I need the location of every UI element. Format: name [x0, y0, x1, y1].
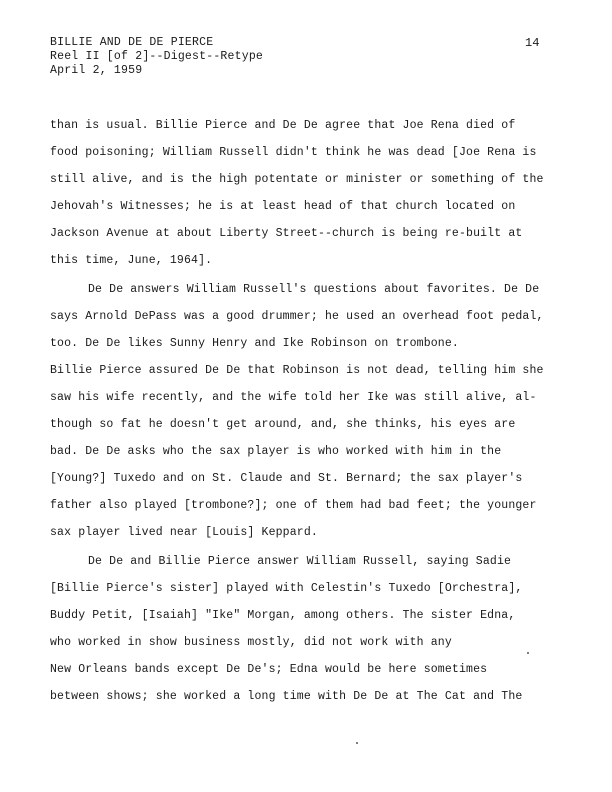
body-line: sax player lived near [Louis] Keppard.: [50, 526, 318, 539]
body-line: food poisoning; William Russell didn't think he was dead [Joe Rena is: [50, 146, 537, 159]
body-line: than is usual. Billie Pierce and De De agree that Joe Rena died of: [50, 119, 516, 132]
page-number: 14: [525, 36, 540, 50]
document-title: BILLIE AND DE DE PIERCE: [50, 36, 214, 49]
body-line: between shows; she worked a long time with De De at The Cat and The: [50, 690, 523, 703]
body-line: bad. De De asks who the sax player is who worked with him in the: [50, 445, 502, 458]
body-line: saw his wife recently, and the wife told her Ike was still alive, al-: [50, 391, 537, 404]
scan-speck: [356, 742, 358, 744]
body-line: De De and Billie Pierce answer William Russell, saying Sadie: [88, 555, 512, 568]
scan-speck: [527, 652, 529, 654]
body-line: [Billie Pierce's sister] played with Celestin's Tuxedo [Orchestra],: [50, 582, 523, 595]
body-line: Billie Pierce assured De De that Robinson is not dead, telling him she: [50, 364, 544, 377]
body-line: too. De De likes Sunny Henry and Ike Robinson on trombone.: [50, 337, 459, 350]
body-line: says Arnold DePass was a good drummer; he used an overhead foot pedal,: [50, 310, 544, 323]
body-line: Buddy Petit, [Isaiah] "Ike" Morgan, among others. The sister Edna,: [50, 609, 516, 622]
body-line: De De answers William Russell's questions about favorites. De De: [88, 283, 540, 296]
body-line: this time, June, 1964].: [50, 254, 213, 267]
reel-label: Reel II [of 2]--Digest--Retype: [50, 50, 264, 63]
body-line: father also played [trombone?]; one of them had bad feet; the younger: [50, 499, 537, 512]
body-line: Jackson Avenue at about Liberty Street--church is being re-built at: [50, 227, 523, 240]
document-date: April 2, 1959: [50, 64, 143, 77]
body-line: though so fat he doesn't get around, and, she thinks, his eyes are: [50, 418, 516, 431]
body-line: who worked in show business mostly, did not work with any: [50, 636, 452, 649]
body-line: Jehovah's Witnesses; he is at least head of that church located on: [50, 200, 516, 213]
body-line: still alive, and is the high potentate or minister or something of the: [50, 173, 544, 186]
body-line: New Orleans bands except De De's; Edna would be here sometimes: [50, 663, 488, 676]
body-line: [Young?] Tuxedo and on St. Claude and St. Bernard; the sax player's: [50, 472, 523, 485]
